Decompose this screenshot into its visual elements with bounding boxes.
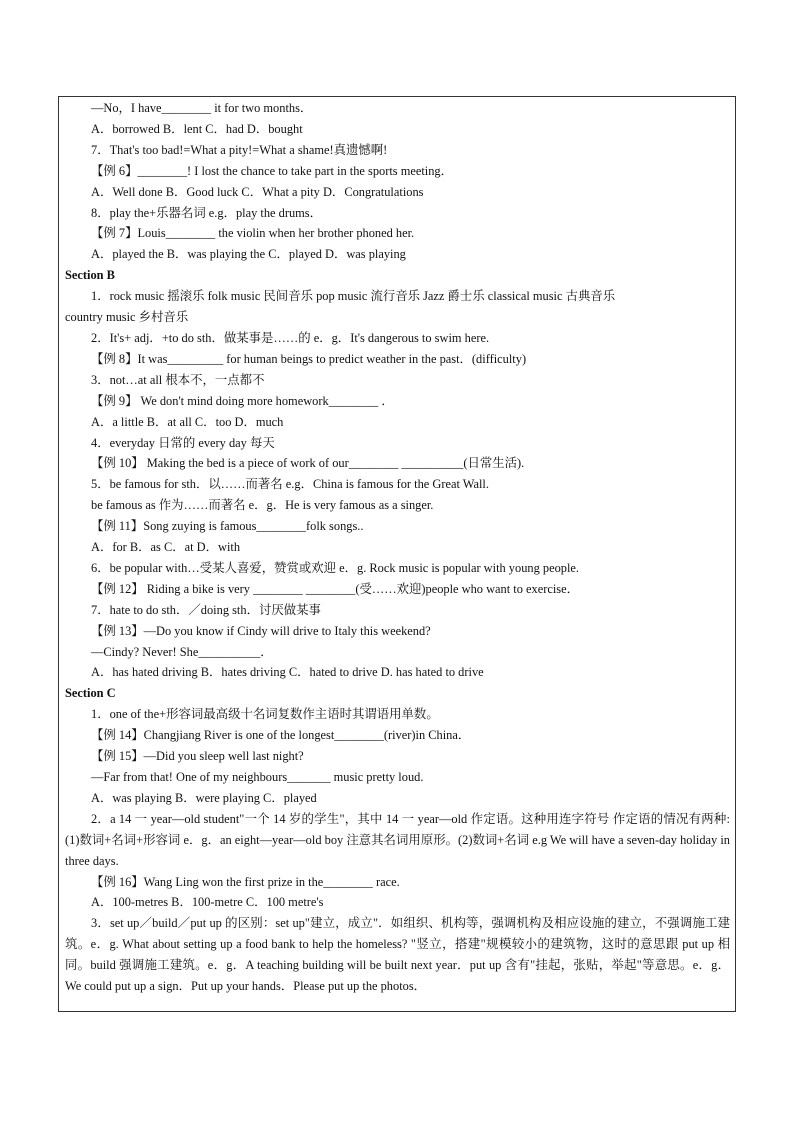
example-question: 【例 14】Changjiang River is one of the longest________(river)in China． (91, 728, 471, 743)
example-question: 【例 11】Song zuying is famous________folk songs.. (91, 519, 364, 534)
answer-options: A．for B．as C．at D．with (91, 540, 241, 555)
point-heading: 3．not…at all 根本不，一点都不 (91, 372, 265, 387)
example-question: 【例 16】Wang Ling won the first prize in the________ race. (91, 874, 400, 889)
example-question: 【例 15】—Did you sleep well last night? (91, 749, 304, 764)
point-heading: 4．everyday 日常的 every day 每天 (91, 435, 275, 450)
answer-options: A．played the B．was playing the C．played D．was playing (91, 247, 406, 262)
point-heading: 1．one of the+形容词最高级十名词复数作主语时其谓语用单数。 (91, 707, 439, 722)
text-line: be famous as 作为……而著名 e．g．He is very famous as a singer. (91, 498, 434, 513)
point-paragraph: 3．set up／build／put up 的区别：set up"建立，成立"．如组织、机构等，强调机构及相应设施的建立，不强调施工建筑。e．g. What about setting up a food bank to help the homeless? "竖立，搭建"规模较小的建筑物，这时的意思跟 put up 相同。build 强调施工建筑。e．g．A teaching building will be built next year．put up 含有"挂起，张贴，举起"等意思。e．g．We could put up a sign．Put up your hands．Please put up the photos． (65, 916, 730, 994)
point-heading: 7．hate to do sth．／doing sth．讨厌做某事 (91, 602, 321, 617)
point-heading: 6．be popular with…受某人喜爱，赞赏或欢迎 e．g. Rock music is popular with young people. (91, 560, 580, 575)
section-heading: Section B (65, 268, 115, 283)
answer-options: A．a little B．at all C．too D．much (91, 414, 284, 429)
text-line: —Cindy? Never! She__________． (91, 644, 273, 659)
point-heading: 1．rock music 摇滚乐 folk music 民间音乐 pop music 流行音乐 Jazz 爵士乐 classical music 古典音乐 (91, 289, 616, 304)
example-question: 【例 9】 We don't mind doing more homework________ ． (91, 393, 394, 408)
point-heading: 7．That's too bad!=What a pity!=What a shame!真遗憾啊! (91, 142, 388, 157)
text-line: country music 乡村音乐 (65, 310, 189, 325)
point-heading: 8．play the+乐器名词 e.g．play the drums． (91, 205, 323, 220)
example-question: 【例 10】 Making the bed is a piece of work of our________ __________(日常生活). (91, 456, 525, 471)
point-heading: 2．It's+ adj．+to do sth．做某事是……的 e．g．It's dangerous to swim here. (91, 330, 490, 345)
answer-options: A．was playing B．were playing C．played (91, 790, 317, 805)
text-line: —Far from that! One of my neighbours_______ music pretty loud. (91, 770, 424, 784)
text-line: —No，I have________ it for two months． (91, 101, 313, 115)
answer-options: A．100-metres B．100-metre C．100 metre's (91, 895, 324, 910)
point-paragraph: 2．a 14 一 year—old student"一个 14 岁的学生"，其中 14 一 year—old 作定语。这种用连字符号 作定语的情况有两种: (1)数词+名词+形容词 e．g．an eight—year—old boy 注意其名词用原形。(2)数词+名词 e.g We will have a seven-day holiday in three days. (65, 811, 730, 868)
answer-options: A．Well done B．Good luck C．What a pity D．Congratulations (91, 184, 424, 199)
example-question: 【例 6】________! I lost the chance to take part in the sports meeting． (91, 163, 454, 178)
point-heading: 5．be famous for sth．以……而著名 e.g．China is famous for the Great Wall. (91, 477, 489, 492)
answer-options: A．has hated driving B．hates driving C．hated to drive D. has hated to drive (91, 665, 484, 680)
example-question: 【例 13】—Do you know if Cindy will drive to Italy this weekend? (91, 623, 431, 638)
section-heading: Section C (65, 686, 116, 701)
example-question: 【例 7】Louis________ the violin when her brother phoned her. (91, 226, 415, 241)
document-body (65, 98, 730, 997)
example-question: 【例 12】 Riding a bike is very ________ ________(受……欢迎)people who want to exercise． (91, 581, 579, 596)
answer-options: A．borrowed B．lent C．had D．bought (91, 121, 303, 136)
example-question: 【例 8】It was_________ for human beings to predict weather in the past．(difficulty) (91, 351, 527, 366)
